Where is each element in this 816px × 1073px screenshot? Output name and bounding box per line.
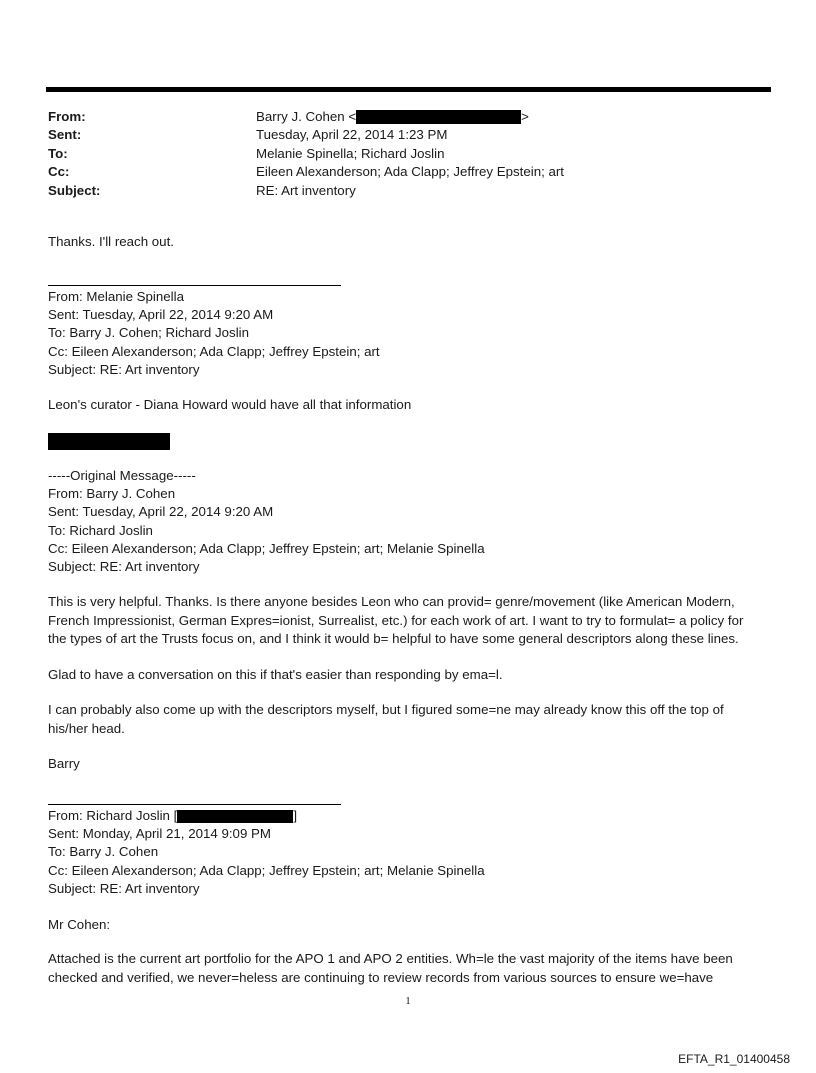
redaction-box bbox=[177, 810, 293, 823]
header-cc-row bbox=[48, 163, 564, 181]
separator-line bbox=[48, 804, 341, 805]
subject-value: RE: Art inventory bbox=[256, 182, 356, 198]
redaction-box bbox=[356, 110, 521, 124]
msg3-from-name: From: Richard Joslin [ bbox=[48, 808, 178, 823]
msg1-sent: Sent: Tuesday, April 22, 2014 9:20 AM bbox=[48, 307, 274, 323]
quoted-message-2-header bbox=[48, 467, 485, 576]
header-from-row bbox=[48, 108, 564, 126]
email-header bbox=[48, 108, 564, 200]
msg3-from-close: ] bbox=[293, 808, 298, 823]
header-sent-row bbox=[48, 126, 564, 144]
msg2-paragraph-3: I can probably also come up with the descriptors myself, but I figured some=ne may already know this off the top of his/her head. bbox=[48, 702, 724, 736]
msg2-subject: Subject: RE: Art inventory bbox=[48, 559, 200, 575]
header-rule bbox=[46, 87, 771, 92]
msg3-cc: Cc: Eileen Alexanderson; Ada Clapp; Jeffrey Epstein; art; Melanie Spinella bbox=[48, 862, 485, 878]
from-name: Barry J. Cohen < bbox=[256, 109, 357, 124]
to-label: To: bbox=[48, 145, 68, 161]
msg3-from bbox=[48, 807, 485, 825]
to-value: Melanie Spinella; Richard Joslin bbox=[256, 145, 445, 161]
msg2-sent: Sent: Tuesday, April 22, 2014 9:20 AM bbox=[48, 504, 274, 520]
separator-line bbox=[48, 285, 341, 286]
cc-label: Cc: bbox=[48, 164, 70, 180]
sent-value: Tuesday, April 22, 2014 1:23 PM bbox=[256, 127, 448, 143]
msg2-to: To: Richard Joslin bbox=[48, 522, 153, 538]
document-id: EFTA_R1_01400458 bbox=[678, 1052, 790, 1066]
quoted-message-1-header bbox=[48, 288, 380, 379]
redaction-box bbox=[48, 433, 170, 450]
msg1-to: To: Barry J. Cohen; Richard Joslin bbox=[48, 325, 250, 341]
msg3-greeting: Mr Cohen: bbox=[48, 917, 111, 932]
msg2-paragraph-1: This is very helpful. Thanks. Is there anyone besides Leon who can provid= genre/movement (like American Modern, French Impressionist, German Expres=ionist, Surrealist, etc.) for each work of art. I want to try to formulat= a policy for the types of art the Trusts focus on, and I think it would b= helpful to have some general descriptors along these lines. bbox=[48, 594, 744, 647]
msg1-body: Leon's curator - Diana Howard would have all that information bbox=[48, 397, 412, 412]
msg3-subject: Subject: RE: Art inventory bbox=[48, 880, 200, 896]
msg2-signature: Barry bbox=[48, 756, 80, 771]
page-number: 1 bbox=[405, 995, 411, 1007]
msg1-subject: Subject: RE: Art inventory bbox=[48, 361, 200, 377]
sent-label: Sent: bbox=[48, 127, 82, 143]
msg3-sent: Sent: Monday, April 21, 2014 9:09 PM bbox=[48, 826, 271, 842]
from-label: From: bbox=[48, 109, 86, 124]
original-message-marker: -----Original Message----- bbox=[48, 468, 196, 483]
msg2-from: From: Barry J. Cohen bbox=[48, 486, 176, 502]
msg2-cc: Cc: Eileen Alexanderson; Ada Clapp; Jeffrey Epstein; art; Melanie Spinella bbox=[48, 540, 485, 556]
from-close: > bbox=[521, 109, 529, 124]
subject-label: Subject: bbox=[48, 182, 101, 198]
quoted-message-3-header bbox=[48, 807, 485, 898]
cc-value: Eileen Alexanderson; Ada Clapp; Jeffrey Epstein; art bbox=[256, 164, 564, 180]
reply-body: Thanks. I'll reach out. bbox=[48, 234, 174, 249]
msg1-cc: Cc: Eileen Alexanderson; Ada Clapp; Jeffrey Epstein; art bbox=[48, 343, 380, 359]
msg1-from: From: Melanie Spinella bbox=[48, 289, 184, 304]
msg3-paragraph-1: Attached is the current art portfolio for the APO 1 and APO 2 entities. Wh=le the vast majority of the items have been checked and verified, we never=heless are continuing to review records from various sources to ensure we=have bbox=[48, 951, 733, 985]
msg2-paragraph-2: Glad to have a conversation on this if that's easier than responding by ema=l. bbox=[48, 667, 503, 682]
header-to-row bbox=[48, 145, 564, 163]
from-value bbox=[256, 108, 529, 126]
header-subject-row bbox=[48, 182, 564, 200]
msg3-to: To: Barry J. Cohen bbox=[48, 844, 159, 860]
